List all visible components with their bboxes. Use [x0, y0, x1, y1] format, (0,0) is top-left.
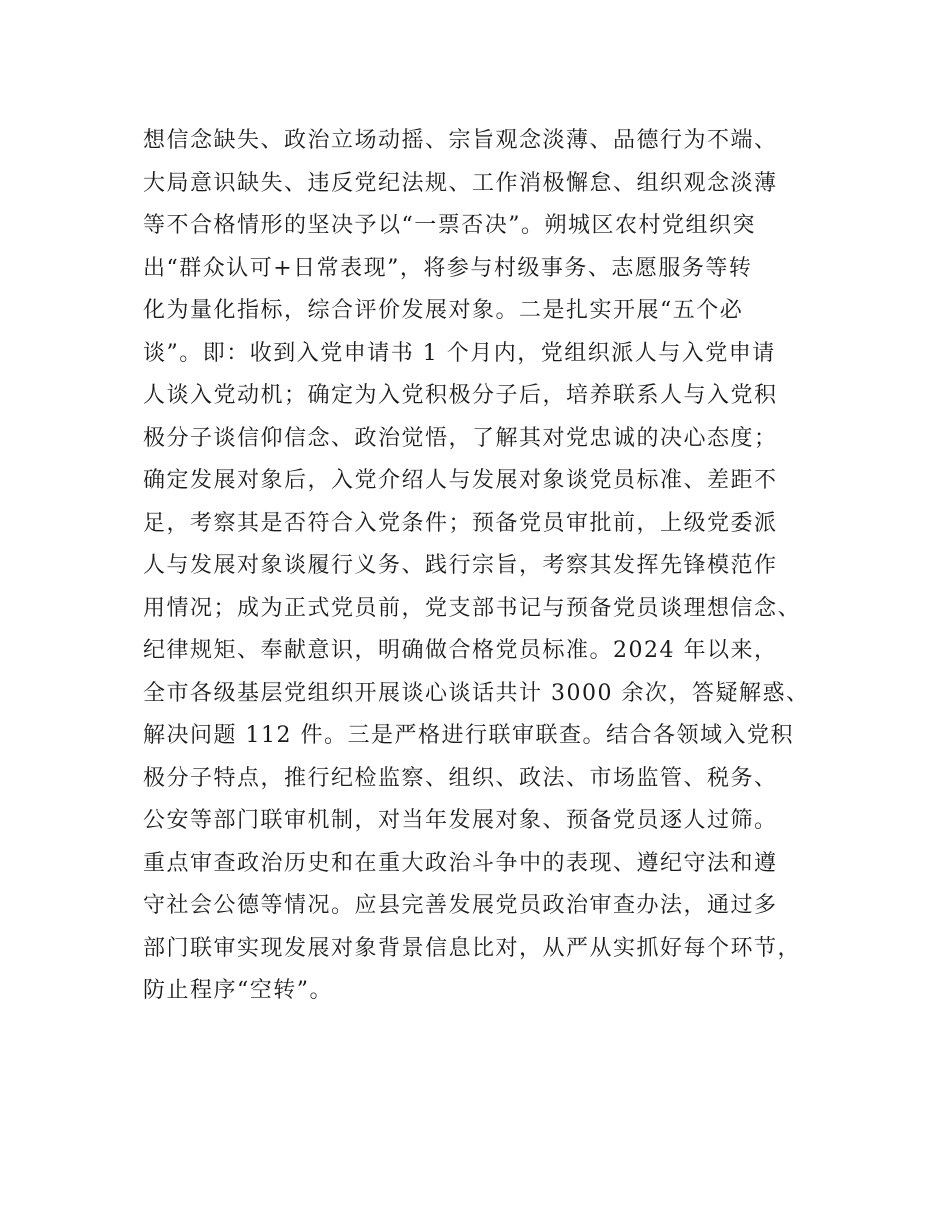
text-line: 等不合格情形的坚决予以“一票否决”。朔城区农村党组织突 — [143, 213, 756, 238]
body-paragraph — [143, 120, 843, 1013]
text-line: 极分子谈信仰信念、政治觉悟，了解其对党忠诚的决心态度； — [143, 425, 778, 451]
text-line: 解决问题 112 件。三是严格进行联审联查。结合各领域入党积 — [143, 723, 794, 748]
text-line: 守社会公德等情况。应县完善发展党员政治审查办法，通过多 — [143, 893, 778, 918]
text-line: 确定发展对象后，入党介绍人与发展对象谈党员标准、差距不 — [143, 468, 778, 493]
text-line: 公安等部门联审机制，对当年发展对象、预备党员逐人过筛。 — [143, 808, 778, 833]
text-line: 出“群众认可+日常表现”，将参与村级事务、志愿服务等转 — [143, 255, 753, 281]
text-line: 谈”。即：收到入党申请书 1 个月内，党组织派人与入党申请 — [143, 340, 776, 366]
text-line: 重点审查政治历史和在重大政治斗争中的表现、遵纪守法和遵 — [143, 850, 778, 876]
text-line: 人谈入党动机；确定为入党积极分子后，培养联系人与入党积 — [143, 383, 778, 408]
text-line: 人与发展对象谈履行义务、践行宗旨，考察其发挥先锋模范作 — [143, 553, 778, 578]
text-line: 大局意识缺失、违反党纪法规、工作消极懈怠、组织观念淡薄 — [143, 170, 778, 196]
text-line: 纪律规矩、奉献意识，明确做合格党员标准。2024 年以来， — [143, 638, 778, 663]
text-line: 用情况；成为正式党员前，党支部书记与预备党员谈理想信念、 — [143, 595, 802, 621]
text-line: 全市各级基层党组织开展谈心谈话共计 3000 余次，答疑解惑、 — [143, 680, 810, 706]
text-line: 化为量化指标，综合评价发展对象。二是扎实开展“五个必 — [143, 298, 744, 323]
text-line: 部门联审实现发展对象背景信息比对，从严从实抓好每个环节， — [143, 935, 802, 961]
text-line: 足，考察其是否符合入党条件；预备党员审批前，上级党委派 — [143, 510, 778, 536]
text-line: 极分子特点，推行纪检监察、组织、政法、市场监管、税务、 — [143, 765, 778, 791]
text-line: 防止程序“空转”。 — [143, 978, 333, 1003]
text-line: 想信念缺失、政治立场动摇、宗旨观念淡薄、品德行为不端、 — [143, 128, 778, 153]
